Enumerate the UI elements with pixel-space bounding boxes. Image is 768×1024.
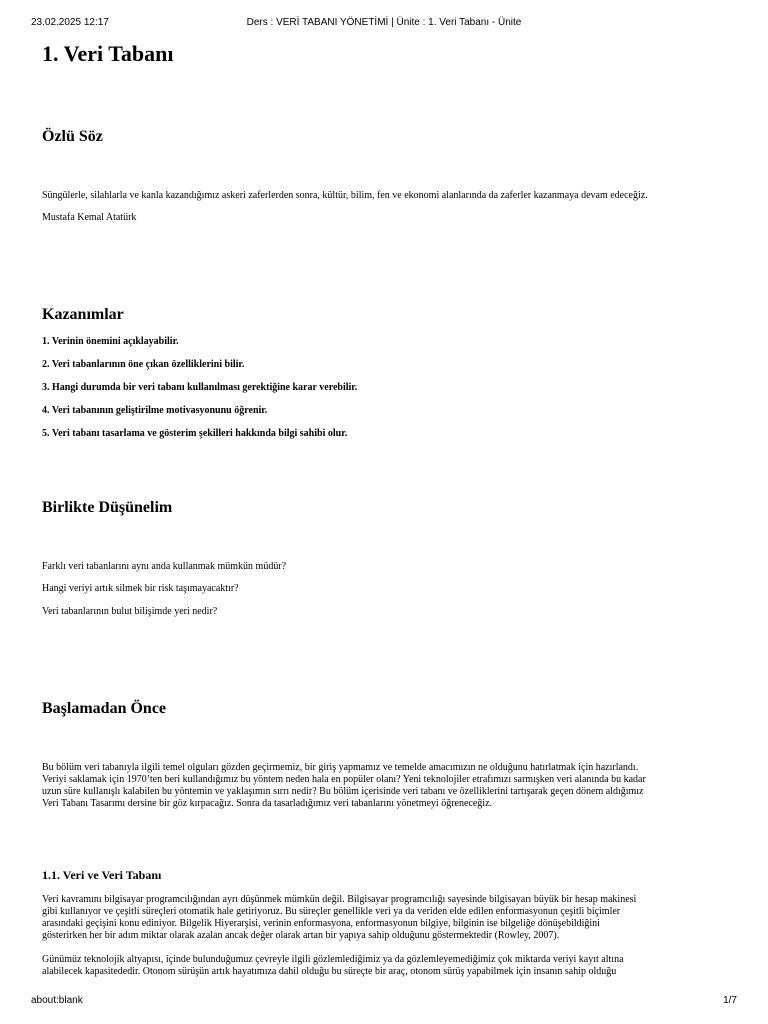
section-1-1-paragraph-1 xyxy=(42,894,732,942)
outcome-item: 2. Veri tabanlarının öne çıkan özelliklerini bilir. xyxy=(42,359,245,370)
paragraph-line: gibi kullanıyor ve çeşitli süreçleri otomatik hale getiriyoruz. Bu süreçler genellikle veri ya da veriden elde edilen enformasyonun çeşitli biçimler xyxy=(42,906,621,917)
quote-heading: Özlü Söz xyxy=(42,128,103,145)
paragraph-line: Günümüz teknolojik altyapısı, içinde bulunduğumuz çevreyle ilgili gözlemlediğimiz ya da gözlemleyemediğimiz çok miktarda veriyi kayıt altına xyxy=(42,954,624,965)
print-page-number: 1/7 xyxy=(723,995,737,1006)
paragraph-line: arasındaki geçişini konu ediniyor. Bilgelik Hiyerarşisi, verinin enformasyona, enformasyonun bilgiye, bilginin ise bilgeliğe dönüşebildiğini xyxy=(42,918,600,929)
document-title: 1. Veri Tabanı xyxy=(42,41,174,66)
before-line: uzun süre kullanışlı kalabilen bu yöntemin ve yaklaşımın sırrı nedir? Bu bölüm içerisinde veri tabanı ve özelliklerini tartışarak geçen dönem aldığımız xyxy=(42,786,644,797)
section-1-1-paragraph-2 xyxy=(42,954,732,978)
quote-author: Mustafa Kemal Atatürk xyxy=(42,212,137,223)
outcome-item: 3. Hangi durumda bir veri tabanı kullanılması gerektiğine karar verebilir. xyxy=(42,382,358,393)
outcome-item: 1. Verinin önemini açıklayabilir. xyxy=(42,336,179,347)
paragraph-line: gösterirken her bir adım miktar olarak azalan ancak değer olarak artan bir yapıya sahip olduğunu göstermektedir (Rowley, 2007). xyxy=(42,930,560,941)
print-page-title: Ders : VERİ TABANI YÖNETİMİ | Ünite : 1. Veri Tabanı - Ünite xyxy=(246,17,522,28)
before-line: Veriyi saklamak için 1970’ten beri kullandığımız bu yöntem neden hala en popüler olanı? Yeni teknolojiler etrafımızı sarmışken veri alanında bu kadar xyxy=(42,774,646,785)
paragraph-line: Veri kavramını bilgisayar programcılığından ayrı düşünmek mümkün değil. Bilgisayar programcılığı sayesinde bilgisayarı büyük bir hesap makinesi xyxy=(42,894,637,905)
outcome-item: 4. Veri tabanının geliştirilme motivasyonunu öğrenir. xyxy=(42,405,268,416)
print-url: about:blank xyxy=(31,995,83,1006)
before-heading: Başlamadan Önce xyxy=(42,700,167,717)
print-datetime: 23.02.2025 12:17 xyxy=(31,17,109,28)
quote-text: Süngülerle, silahlarla ve kanla kazandığımız askeri zaferlerden sonra, kültür, bilim, fen ve ekonomi alanlarında da zaferler kazanmaya devam edeceğiz. xyxy=(42,190,648,201)
before-paragraph xyxy=(42,762,732,810)
think-question: Farklı veri tabanlarını aynı anda kullanmak mümkün müdür? xyxy=(42,561,287,572)
before-line: Bu bölüm veri tabanıyla ilgili temel olguları gözden geçirmemiz, bir giriş yapmamız ve temelde amacımızın ne olduğunu hatırlatmak için hazırlandı. xyxy=(42,762,639,773)
outcomes-heading: Kazanımlar xyxy=(42,306,124,323)
before-line: Veri Tabanı Tasarımı dersine bir göz kırpacağız. Sonra da tasarladığımız veri tabanlarını yönetmeyi öğreneceğiz. xyxy=(42,798,493,809)
think-question: Hangi veriyi artık silmek bir risk taşımayacaktır? xyxy=(42,583,239,594)
section-1-1-heading: 1.1. Veri ve Veri Tabanı xyxy=(42,868,162,882)
outcome-item: 5. Veri tabanı tasarlama ve gösterim şekilleri hakkında bilgi sahibi olur. xyxy=(42,428,348,439)
think-question: Veri tabanlarının bulut bilişimde yeri nedir? xyxy=(42,606,218,617)
paragraph-line: alabilecek kapasitededir. Otonom sürüşün artık hayatımıza dahil olduğu bu süreçte bir araç, otonom sürüş yapabilmek için insanın sahip olduğu xyxy=(42,966,617,977)
think-heading: Birlikte Düşünelim xyxy=(42,499,173,516)
